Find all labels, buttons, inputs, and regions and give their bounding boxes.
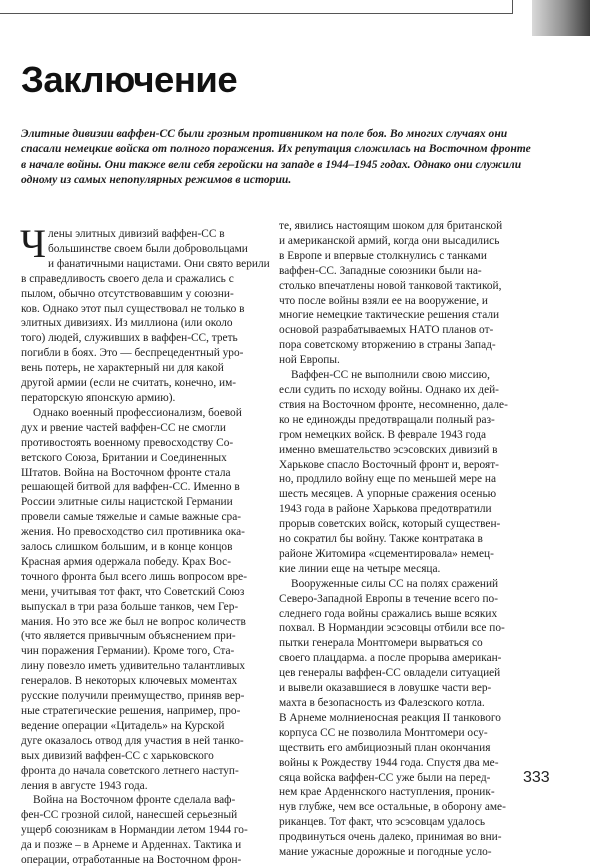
text-line: мание ужасные дорожные и погодные усло- <box>279 846 492 859</box>
text-line: залось слишком большим, и в конце концов <box>21 541 233 554</box>
text-line: мания. Но это все же был не вопрос количеств <box>21 615 246 628</box>
text-line: корпуса СС не позволила Монтгомери осу- <box>279 726 488 739</box>
text-line: мени, учитывая тот факт, что Советский Союз <box>21 585 245 598</box>
text-line: противостоять военному превосходству Со- <box>21 436 234 449</box>
text-line: фронта до начала советского летнего наступ- <box>21 764 239 777</box>
text-line: ной Европы. <box>279 354 340 367</box>
text-line: похвал. В Нормандии эсэсовцы отбили все по- <box>279 622 505 635</box>
text-line: своего плацдарма. а после прорыва американ- <box>279 652 502 665</box>
text-line: нув глубже, чем все остальные, в оборону аме- <box>279 801 506 814</box>
text-line: прорыв советских войск, который существен- <box>279 518 501 531</box>
text-line: пытки генерала Монтгомери вырваться со <box>279 637 483 650</box>
text-line: лину повезло иметь удивительно талантливых <box>21 660 246 673</box>
text-line: пора советскому вторжению в страны Запад- <box>279 339 496 352</box>
text-line: другой армии (если не считать, конечно, им- <box>21 377 237 390</box>
text-line: цев генералы ваффен-СС овладели ситуацией <box>279 667 501 680</box>
text-line: вых дивизий ваффен-СС с харьковского <box>21 749 214 762</box>
text-line: погибли в боях. Это — беспрецедентный уро- <box>21 347 244 360</box>
text-line: основой разрабатываемых НАТО планов от- <box>279 324 494 337</box>
page-title: Заключение <box>21 59 238 100</box>
left-column <box>20 221 270 868</box>
text-line: ветского Союза, Британии и Соединенных <box>21 451 227 464</box>
text-line: да и позже – в Арнеме и Арденнах. Тактика и <box>21 839 242 852</box>
text-line: Ваффен-СС не выполнили свою миссию, <box>291 369 490 382</box>
text-line: ществить его амбициозный план окончания <box>279 741 491 754</box>
text-line: В Арнеме молниеносная реакция II танкового <box>279 711 501 724</box>
header-rule <box>0 13 512 14</box>
text-line: ведение операции «Цитадель» на Курской <box>21 719 225 732</box>
body-paragraph <box>21 793 258 868</box>
text-line: риканцев. Тот факт, что эсэсовцам удалось <box>279 816 486 829</box>
text-line: именно вмешательство эсэсовских дивизий в <box>279 443 498 456</box>
text-line: многие немецкие тактические решения стали <box>279 309 500 322</box>
text-line: чин поражения Германии). Кроме того, Ста- <box>21 645 235 658</box>
text-line: Вооруженные силы СС на полях сражений <box>291 577 499 590</box>
text-line: точного фронта был всего лишь вопросом вре- <box>21 570 247 583</box>
text-line: лены элитных дивизий ваффен-СС в <box>48 228 225 240</box>
text-line: ко не единожды предотвращали полный раз- <box>279 413 495 426</box>
text-line: те, явились настоящим шоком для британской <box>279 220 503 232</box>
left-column-body <box>20 221 270 868</box>
text-line: большинстве своем были добровольцами <box>48 242 248 255</box>
page-number: 333 <box>523 769 550 786</box>
text-line: районе Житомира «сцементировала» немец- <box>279 547 494 560</box>
body-paragraph <box>20 221 270 406</box>
text-line: Северо-Западной Европы в течение всего по- <box>279 592 498 605</box>
right-column-body <box>279 219 516 860</box>
text-line: Однако военный профессионализм, боевой <box>33 406 242 419</box>
text-line: генералов. В некоторых ключевых моментах <box>21 675 238 688</box>
text-line: элитных дивизиях. Из миллиона (или около <box>21 317 233 330</box>
text-line: следнего года войны сражались выше всяких <box>279 607 498 620</box>
text-line: войны к Рождеству 1944 года. Спустя два ме- <box>279 756 499 769</box>
right-column <box>279 219 516 860</box>
text-line: что после войны взяли ее на вооружение, и <box>279 294 488 307</box>
text-line: ков. Однако этот пыл существовал не только в <box>21 302 245 315</box>
text-line: операции, отработанные на Восточном фрон- <box>21 854 242 867</box>
text-line: пылом, обычно отсутствовавшим у союзни- <box>21 287 234 300</box>
text-line: нем крае Арденнского наступления, проник- <box>279 786 495 799</box>
lead-paragraph: Элитные дивизии ваффен-СС были грозным противником на поле боя. Во многих случаях они спасали немецкие войска от полного поражения. Их репутация сложилась на Восточном фронте в начале войны. Они также вели себя геройски на западе в 1944–1945 годах. Однако они служили одному из самых непопулярных режимов в истории. <box>21 127 531 186</box>
text-line: и фанатичными нацистами. Они свято верили <box>48 257 270 270</box>
text-line: провели самые тяжелые и самые важные сра- <box>21 511 242 524</box>
text-line: жения. Но превосходство сил противника ока- <box>21 526 245 539</box>
text-line: решающей битвой для ваффен-СС. Именно в <box>21 481 240 494</box>
text-line: ления в августе 1943 года. <box>21 779 148 792</box>
text-line: и вывели оказавшиеся в ловушке части вер- <box>279 682 492 695</box>
text-line: (что является привычным объяснением при- <box>21 630 236 643</box>
text-line: русские получили преимущество, приняв вер- <box>21 690 245 703</box>
text-line: столько впечатлены новой танковой тактикой, <box>279 279 502 292</box>
text-line: выпускал в три раза больше танков, чем Гер- <box>21 600 239 613</box>
text-line: фен-СС грозной силой, нанесшей серьезный <box>21 809 238 822</box>
text-line: Харькове спасло Восточный фронт и, вероят- <box>279 458 499 471</box>
text-line: в Европе и впервые столкнулись с танками <box>279 249 487 262</box>
text-line: махта в безопасность из Фалезского котла. <box>279 697 485 709</box>
body-paragraph <box>21 406 258 794</box>
text-line: Штатов. Война на Восточном фронте стала <box>21 466 231 479</box>
text-line: кие линии еще на четыре месяца. <box>279 562 441 575</box>
text-line: ператорскую японскую армию). <box>21 391 176 404</box>
body-paragraph <box>279 368 516 577</box>
drop-cap: Ч <box>20 221 46 266</box>
text-line: но сократил бы войну. Также контратака в <box>279 533 483 546</box>
text-line: Красная армия одержала победу. Крах Вос- <box>21 555 231 568</box>
text-line: дуге оказалось отвод для участия в ней танко- <box>21 734 244 747</box>
text-line: шесть месяцев. А упорные сражения осенью <box>279 488 497 501</box>
corner-gradient-tab <box>532 0 590 36</box>
text-line: 1943 года в районе Харькова предотвратили <box>279 503 492 516</box>
text-line: продвинуться очень далеко, принимая во вни- <box>279 831 502 844</box>
text-line: и американской армий, когда они высадились <box>279 234 500 247</box>
text-line: России элитные силы нацистской Германии <box>21 496 233 509</box>
text-line: в справедливость своего дела и сражались с <box>21 272 234 285</box>
text-line: того) людей, служивших в ваффен-СС, треть <box>21 332 238 345</box>
text-line: если судить по исходу войны. Однако их дей- <box>279 383 499 396</box>
body-paragraph <box>279 219 516 368</box>
text-line: сяца войска ваффен-СС уже были на перед- <box>279 771 491 784</box>
text-line: ущерб союзникам в Нормандии летом 1944 го- <box>21 824 248 837</box>
text-line: ные стратегические решения, например, про- <box>21 705 241 717</box>
body-paragraph <box>279 577 516 860</box>
text-line: вень потерь, не характерный ни для какой <box>21 362 224 375</box>
text-line: Война на Восточном фронте сделала ваф- <box>33 794 236 807</box>
text-line: гром немецких войск. В феврале 1943 года <box>279 428 487 441</box>
text-line: но, продлило войну еще по меньшей мере на <box>279 473 496 486</box>
text-line: ствия на Восточном фронте, несомненно, дале- <box>279 398 508 411</box>
text-line: дух и рвение частей ваффен-СС не смогли <box>21 421 226 434</box>
header-rule-tick <box>512 0 513 14</box>
text-line: ваффен-СС. Западные союзники были на- <box>279 264 482 277</box>
